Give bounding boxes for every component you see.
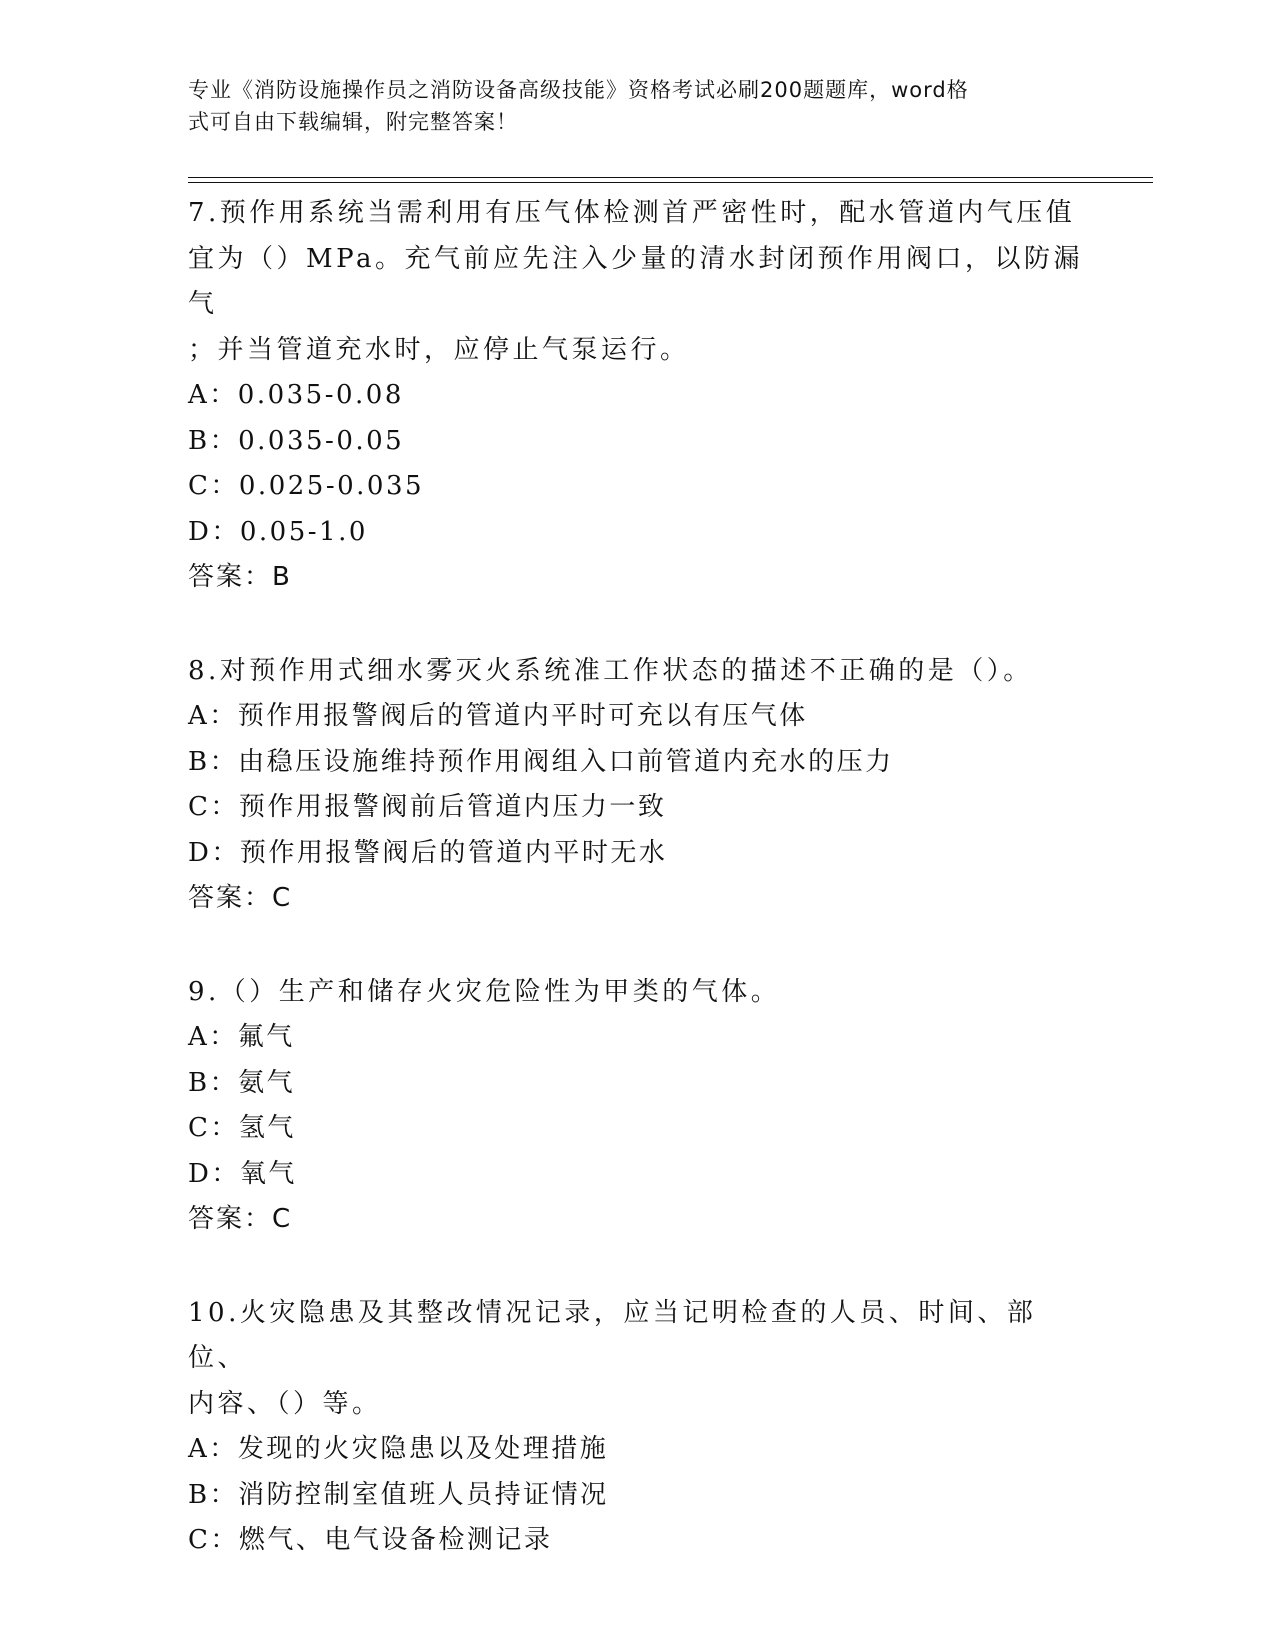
option-b: B：0.035-0.05 (188, 425, 405, 456)
question-stem-line: 10.火灾隐患及其整改情况记录，应当记明检查的人员、时间、部位、 (188, 1297, 1037, 1373)
question-stem-line: 内容、（）等。 (188, 1388, 382, 1419)
header-title-line-1: 专业《消防设施操作员之消防设备高级技能》资格考试必刷200题题库，word格 (188, 78, 969, 102)
option-d: D：氧气 (188, 1158, 297, 1189)
option-b: B：氨气 (188, 1067, 296, 1098)
question-8 (188, 649, 1088, 922)
question-stem-line: ；并当管道充水时，应停止气泵运行。 (188, 334, 690, 365)
option-a: A：发现的火灾隐患以及处理措施 (188, 1434, 609, 1464)
option-c: C：预作用报警阀前后管道内压力一致 (188, 792, 667, 822)
answer-line: 答案：C (188, 883, 293, 913)
option-d: D：0.05-1.0 (188, 516, 368, 547)
question-stem-line: 宜为（）MPa。充气前应先注入少量的清水封闭预作用阀口，以防漏气 (188, 243, 1083, 319)
question-7 (188, 191, 1088, 601)
question-9 (188, 970, 1088, 1243)
answer-line: 答案：B (188, 562, 292, 592)
option-b: B：由稳压设施维持预作用阀组入口前管道内充水的压力 (188, 746, 894, 777)
question-10 (188, 1291, 1088, 1564)
option-a: A：0.035-0.08 (188, 380, 404, 410)
question-list (188, 191, 1088, 1612)
option-c: C：0.025-0.035 (188, 471, 425, 501)
question-stem-line: 8.对预作用式细水雾灭火系统准工作状态的描述不正确的是（）。 (188, 655, 1033, 686)
header-divider-bottom (188, 182, 1153, 183)
option-b: B：消防控制室值班人员持证情况 (188, 1479, 609, 1510)
header-title-line-2: 式可自由下载编辑，附完整答案！ (188, 110, 518, 134)
option-d: D：预作用报警阀后的管道内平时无水 (188, 837, 668, 868)
header-divider-top (188, 177, 1153, 178)
option-c: C：燃气、电气设备检测记录 (188, 1525, 553, 1555)
option-a: A：预作用报警阀后的管道内平时可充以有压气体 (188, 701, 808, 731)
question-stem-line: 9.（）生产和储存火灾危险性为甲类的气体。 (188, 976, 781, 1007)
document-header (188, 74, 1068, 138)
option-c: C：氢气 (188, 1113, 296, 1143)
question-stem-line: 7.预作用系统当需利用有压气体检测首严密性时，配水管道内气压值 (188, 198, 1076, 228)
option-a: A：氟气 (188, 1022, 295, 1052)
answer-line: 答案：C (188, 1204, 293, 1234)
